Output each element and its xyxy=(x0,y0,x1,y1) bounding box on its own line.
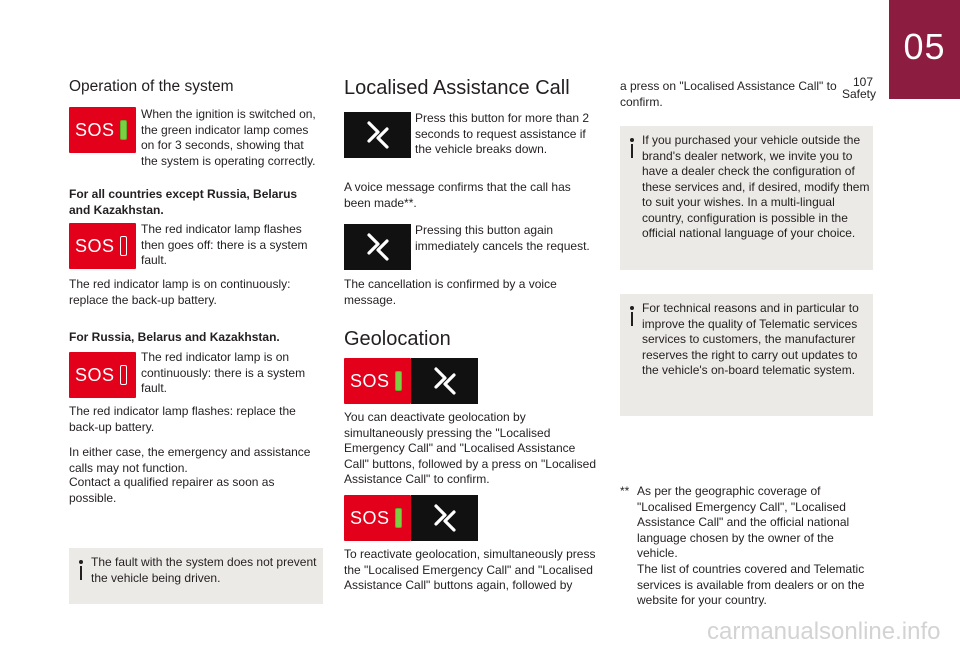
paragraph-lamp-flashes: The red indicator lamp flashes then goes off: there is a system fault. xyxy=(141,222,308,267)
ds-assistance-button-icon-2 xyxy=(344,224,411,270)
watermark: carmanualsonline.info xyxy=(707,618,941,645)
ds-button-icon xyxy=(411,358,478,404)
sos-button-off-icon: SOS xyxy=(69,223,136,269)
ds-assistance-button-icon xyxy=(344,112,411,158)
chapter-number: 05 xyxy=(903,26,946,67)
footnote-coverage: As per the geographic coverage of "Localised Emergency Call", "Localised Assistance Call" and the official national language chosen by the owner of the vehicle. xyxy=(637,484,850,560)
lamp-outline-icon xyxy=(120,365,127,385)
footnote-mark: ** xyxy=(620,484,630,498)
sos-button-green-icon: SOS xyxy=(69,107,136,153)
section-title: Safety xyxy=(842,87,877,101)
paragraph-cancellation: The cancellation is confirmed by a voice message. xyxy=(344,277,557,307)
paragraph-contact-repairer: Contact a qualified repairer as soon as possible. xyxy=(69,475,275,505)
lamp-outline-icon xyxy=(120,236,127,256)
paragraph-lamp-continuous-2: The red indicator lamp is on continuously: there is a system fault. xyxy=(141,350,306,395)
footnote-country-list: The list of countries covered and Telematic services is available from dealers or on the website for your country. xyxy=(637,562,865,607)
info-note-technical: For technical reasons and in particular to improve the quality of Telematic services services to customers, the manufacturer reserves the right to carry out updates to the vehicle's on-board telematic system. xyxy=(620,294,873,416)
section-heading-geolocation: Geolocation xyxy=(344,328,451,350)
subheading-russia: For Russia, Belarus and Kazakhstan. xyxy=(69,330,280,344)
sos-button-icon: SOS xyxy=(344,358,411,404)
paragraph-press-confirm: a press on "Localised Assistance Call" to confirm. xyxy=(620,79,837,109)
green-lamp-icon xyxy=(120,120,127,140)
paragraph-green-lamp: When the ignition is switched on, the green indicator lamp comes on for 3 seconds, showing that the system is operating correctly. xyxy=(141,107,316,168)
info-icon xyxy=(629,306,635,330)
info-icon xyxy=(629,138,635,162)
sos-ds-combo-icon xyxy=(344,358,478,404)
paragraph-either-case: In either case, the emergency and assistance calls may not function. xyxy=(69,445,311,475)
green-lamp-icon xyxy=(395,371,402,391)
paragraph-press-button: Press this button for more than 2 seconds to request assistance if the vehicle breaks down. xyxy=(415,111,590,156)
subheading-all-countries: For all countries except Russia, Belarus and Kazakhstan. xyxy=(69,187,298,217)
paragraph-lamp-continuous: The red indicator lamp is on continuously: replace the back-up battery. xyxy=(69,277,291,307)
ds-button-icon xyxy=(411,495,478,541)
section-heading-operation: Operation of the system xyxy=(69,78,234,95)
sos-button-off-icon-2: SOS xyxy=(69,352,136,398)
paragraph-press-again: Pressing this button again immediately cancels the request. xyxy=(415,223,590,253)
paragraph-deactivate-geolocation: You can deactivate geolocation by simultaneously pressing the "Localised Emergency Call" and "Localised Assistance Call" buttons, followed by a press on "Localised Assistance Call" to confirm. xyxy=(344,410,596,486)
chapter-tab xyxy=(889,0,960,99)
info-note-fault: The fault with the system does not prevent the vehicle being driven. xyxy=(69,548,323,604)
paragraph-reactivate-geolocation: To reactivate geolocation, simultaneously press the "Localised Emergency Call" and "Localised Assistance Call" buttons again, followed by xyxy=(344,547,596,592)
green-lamp-icon xyxy=(395,508,402,528)
sos-ds-combo-icon-2 xyxy=(344,495,478,541)
info-note-dealer: If you purchased your vehicle outside the brand's dealer network, we invite you to have a dealer check the configuration of these services and, if desired, modify them to suit your wishes. In a multi-lingual country, configuration is possible in the official national language of your choice. xyxy=(620,126,873,270)
paragraph-lamp-flashes-2: The red indicator lamp flashes: replace the back-up battery. xyxy=(69,404,296,434)
info-icon xyxy=(78,560,84,584)
sos-button-icon: SOS xyxy=(344,495,411,541)
paragraph-voice-confirms: A voice message confirms that the call has been made**. xyxy=(344,180,571,210)
section-heading-assistance: Localised Assistance Call xyxy=(344,77,570,99)
page-number: 107 xyxy=(853,75,874,89)
